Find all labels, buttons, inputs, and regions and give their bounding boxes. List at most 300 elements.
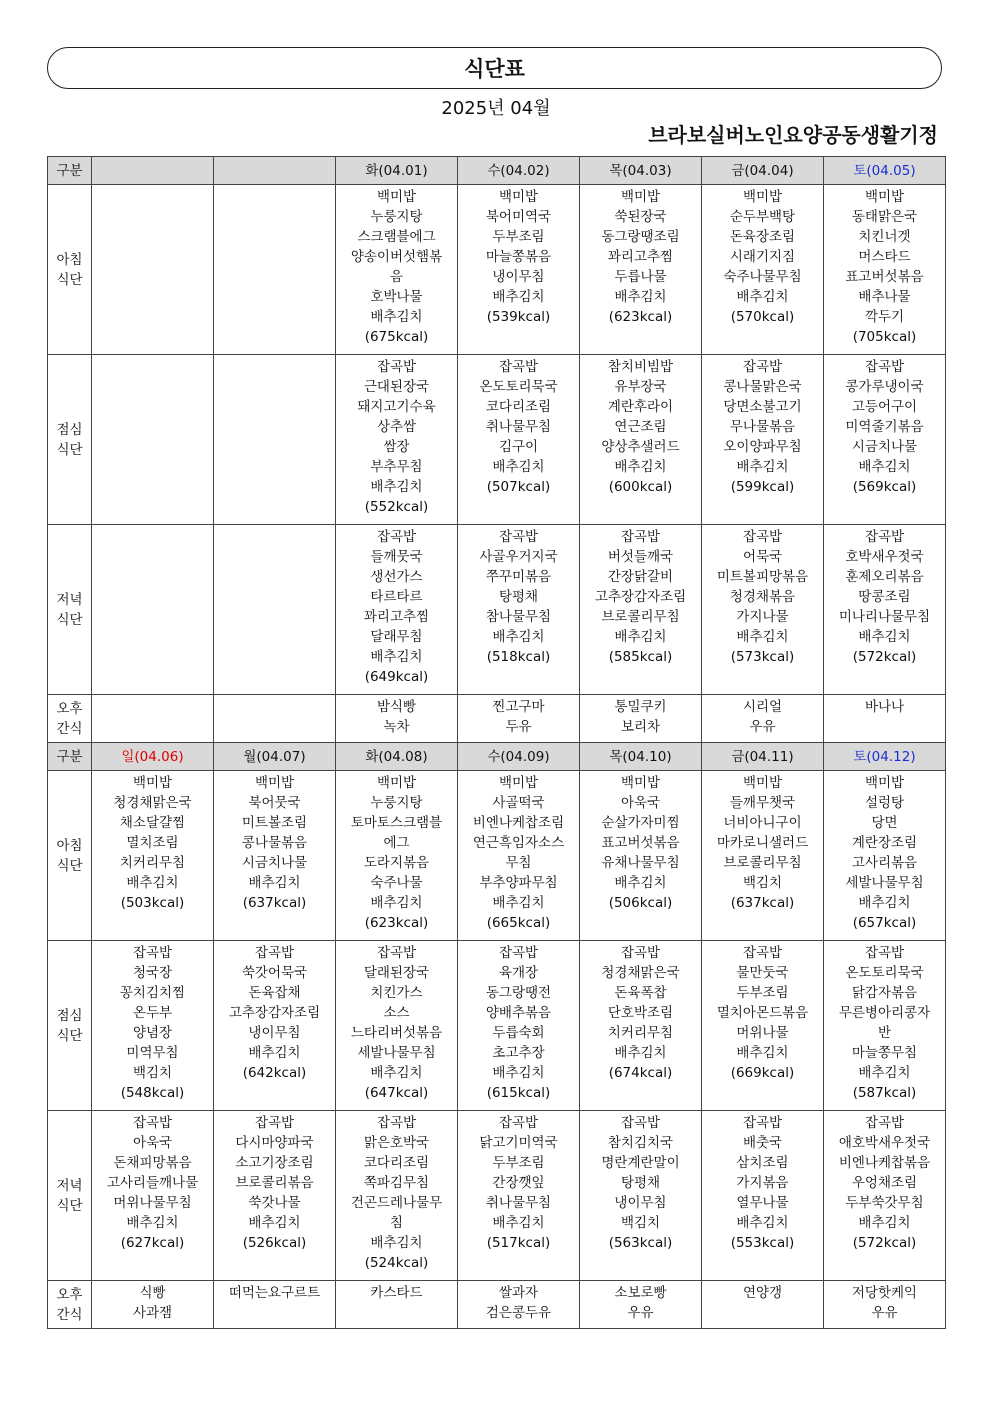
meal-type-label [48, 355, 92, 525]
menu-item: 배추김치 [858, 629, 911, 645]
menu-item: 마카로니샐러드 [716, 835, 809, 851]
menu-item: 가지볶음 [736, 1175, 789, 1191]
menu-item: 표고버섯볶음 [601, 835, 680, 851]
menu-item: 배추김치 [614, 459, 667, 475]
menu-item: 동그랑땡조림 [601, 229, 680, 245]
menu-item: 코다리조림 [485, 399, 552, 415]
menu-item: (657kcal) [852, 915, 917, 931]
menu-item: 탕평채 [498, 589, 539, 605]
menu-item: 미역줄기볶음 [845, 419, 924, 435]
menu-item: 쭈꾸미볶음 [485, 569, 552, 585]
header-label-cell: 구분 [48, 743, 92, 771]
menu-item: 양배추볶음 [485, 1005, 552, 1021]
menu-item: 육개장 [498, 965, 539, 981]
menu-item: 훈제오리볶음 [845, 569, 924, 585]
menu-item: 잡곡밥 [742, 945, 783, 961]
day-header-cell [214, 157, 336, 185]
menu-item: 두릅나물 [614, 269, 667, 285]
menu-item: 브로콜리볶음 [235, 1175, 314, 1191]
meal-type-line: 간식 [56, 720, 83, 737]
menu-item: 들깨무챗국 [729, 795, 796, 811]
menu-item: 타르타르 [370, 589, 423, 605]
menu-item: 비엔나케찹볶음 [838, 1155, 931, 1171]
menu-item: 백김치 [620, 1215, 661, 1231]
menu-item: 쪽파김무침 [363, 1175, 430, 1191]
menu-item: 버섯들깨국 [607, 549, 674, 565]
menu-item: 백미밥 [864, 189, 905, 205]
day-header-cell [458, 743, 580, 771]
menu-item: 배추김치 [736, 1045, 789, 1061]
menu-item: 배추김치 [492, 1215, 545, 1231]
menu-item: 배추김치 [858, 459, 911, 475]
menu-cell [458, 355, 580, 525]
menu-item: 고사리들깨나물 [106, 1175, 199, 1191]
day-header-cell [214, 743, 336, 771]
menu-item: 연근흑임자소스 [472, 835, 565, 851]
menu-cell [92, 1281, 214, 1329]
menu-item: (507kcal) [486, 479, 551, 495]
menu-item: 돈채피망볶음 [113, 1155, 192, 1171]
meal-type-label [48, 695, 92, 743]
menu-item: 시리얼 [742, 699, 783, 715]
menu-item: 잡곡밥 [498, 359, 539, 375]
menu-cell [702, 941, 824, 1111]
menu-cell [702, 1111, 824, 1281]
menu-item: 배추김치 [492, 459, 545, 475]
meal-row [48, 771, 946, 941]
menu-cell [824, 941, 946, 1111]
menu-item: 배추김치 [370, 309, 423, 325]
menu-item: 잡곡밥 [132, 945, 173, 961]
menu-item: 계란후라이 [607, 399, 674, 415]
day-label: 수(04.09) [487, 748, 550, 765]
menu-cell [702, 1281, 824, 1329]
menu-item: 온두부 [132, 1005, 173, 1021]
meal-type-line: 아침 [56, 837, 83, 854]
menu-item: (674kcal) [608, 1065, 673, 1081]
menu-item: 냉이무침 [492, 269, 545, 285]
day-label: 금(04.04) [731, 162, 794, 179]
menu-cell [92, 1111, 214, 1281]
menu-item: 잡곡밥 [620, 1115, 661, 1131]
menu-item: 소스 [383, 1005, 410, 1021]
menu-item: 잡곡밥 [498, 1115, 539, 1131]
menu-item: 아욱국 [620, 795, 661, 811]
menu-item: 꽁치김치찜 [119, 985, 186, 1001]
menu-title-box [47, 47, 942, 89]
menu-item: 미트볼피망볶음 [716, 569, 809, 585]
menu-item: 숙주나물 [370, 875, 423, 891]
menu-item: 잡곡밥 [376, 945, 417, 961]
menu-item: 부추무침 [370, 459, 423, 475]
menu-item: 누룽지탕 [370, 795, 423, 811]
menu-item: 취나물무침 [485, 1195, 552, 1211]
meal-type-line: 점심 [56, 1007, 83, 1024]
menu-item: (587kcal) [852, 1085, 917, 1101]
menu-item: 잡곡밥 [620, 945, 661, 961]
meal-type-line: 저녁 [56, 1177, 83, 1194]
menu-item: 참치김치국 [607, 1135, 674, 1151]
menu-item: 백미밥 [742, 775, 783, 791]
menu-item: 보리차 [620, 719, 661, 735]
menu-item: 고사리볶음 [851, 855, 918, 871]
menu-item: 배추나물 [858, 289, 911, 305]
menu-item: 쌈장 [383, 439, 410, 455]
menu-item: 유채나물무침 [601, 855, 680, 871]
menu-item: 가지나물 [736, 609, 789, 625]
menu-item: 우유 [627, 1305, 654, 1321]
day-label: 화(04.08) [365, 748, 428, 765]
menu-item: 배추김치 [126, 1215, 179, 1231]
meal-type-line: 식단 [56, 1027, 83, 1044]
menu-cell [824, 695, 946, 743]
menu-item: 백김치 [132, 1065, 173, 1081]
menu-item: 잡곡밥 [376, 529, 417, 545]
meal-type-line: 점심 [56, 421, 83, 438]
menu-item: 카스타드 [370, 1285, 423, 1301]
meal-type-label [48, 1281, 92, 1329]
week-header-row [48, 743, 946, 771]
menu-item: (572kcal) [852, 649, 917, 665]
menu-item: 잡곡밥 [620, 529, 661, 545]
menu-item: 침 [389, 1215, 404, 1231]
menu-cell [824, 1281, 946, 1329]
meal-type-line: 간식 [56, 1306, 83, 1323]
menu-item: 초고추장 [492, 1045, 545, 1061]
menu-item: 잡곡밥 [742, 359, 783, 375]
menu-item: 우유 [871, 1305, 898, 1321]
menu-item: 어묵국 [742, 549, 783, 565]
menu-cell [214, 525, 336, 695]
meal-type-line: 오후 [56, 700, 83, 717]
meal-type-line: 오후 [56, 1286, 83, 1303]
menu-item: 꽈리고추찜 [363, 609, 430, 625]
menu-item: 두부조림 [492, 1155, 545, 1171]
menu-item: (572kcal) [852, 1235, 917, 1251]
menu-item: 배추김치 [370, 1065, 423, 1081]
meal-row [48, 1281, 946, 1329]
menu-item: (552kcal) [364, 499, 429, 515]
menu-item: 생선가스 [370, 569, 423, 585]
menu-item: (548kcal) [120, 1085, 185, 1101]
page-title: 식단표 [464, 57, 525, 81]
day-header-cell [824, 743, 946, 771]
menu-cell [458, 941, 580, 1111]
menu-cell [92, 355, 214, 525]
menu-item: 도라지볶음 [363, 855, 430, 871]
menu-item: 소보로빵 [614, 1285, 667, 1301]
meal-type-line: 식단 [56, 857, 83, 874]
menu-item: 호박새우젓국 [845, 549, 924, 565]
menu-item: 꽈리고추찜 [607, 249, 674, 265]
meal-type-line: 식단 [56, 441, 83, 458]
menu-cell [458, 1281, 580, 1329]
menu-item: 숙주나물무침 [723, 269, 802, 285]
day-header-cell [824, 157, 946, 185]
menu-item: 돼지고기수육 [357, 399, 436, 415]
meal-menu-table [47, 156, 946, 1329]
menu-item: (637kcal) [242, 895, 307, 911]
menu-item: 배추김치 [126, 875, 179, 891]
menu-cell [702, 771, 824, 941]
day-label: 토(04.05) [853, 162, 916, 179]
menu-item: 머위나물 [736, 1025, 789, 1041]
menu-item: 잡곡밥 [132, 1115, 173, 1131]
menu-cell [92, 525, 214, 695]
menu-item: 잡곡밥 [254, 1115, 295, 1131]
meal-type-line: 아침 [56, 251, 83, 268]
menu-item: 배추김치 [492, 629, 545, 645]
menu-item: 배추김치 [492, 895, 545, 911]
menu-cell [336, 1111, 458, 1281]
menu-item: 머스타드 [858, 249, 911, 265]
menu-cell [458, 525, 580, 695]
menu-item: 설렁탕 [864, 795, 905, 811]
menu-item: 백미밥 [376, 189, 417, 205]
menu-item: 쑥갓어묵국 [241, 965, 308, 981]
meal-row [48, 695, 946, 743]
menu-item: 닭감자볶음 [851, 985, 918, 1001]
menu-cell [580, 1111, 702, 1281]
day-label: 금(04.11) [731, 748, 794, 765]
menu-cell [458, 695, 580, 743]
menu-item: 쑥된장국 [614, 209, 667, 225]
menu-item: 세발나물무침 [845, 875, 924, 891]
day-header-cell [702, 157, 824, 185]
menu-item: (524kcal) [364, 1255, 429, 1271]
menu-item: 음 [389, 269, 404, 285]
menu-item: 간장깻잎 [492, 1175, 545, 1191]
menu-cell [580, 771, 702, 941]
menu-item: 배추김치 [248, 875, 301, 891]
menu-item: 무른병아리콩자 [838, 1005, 931, 1021]
menu-item: 잡곡밥 [742, 1115, 783, 1131]
meal-row [48, 1111, 946, 1281]
menu-cell [702, 525, 824, 695]
menu-item: 북어미역국 [485, 209, 552, 225]
menu-item: 시래기지짐 [729, 249, 796, 265]
menu-item: 사골떡국 [492, 795, 545, 811]
menu-cell [336, 941, 458, 1111]
menu-cell [92, 695, 214, 743]
menu-cell [336, 185, 458, 355]
menu-cell [824, 355, 946, 525]
day-label: 화(04.01) [365, 162, 428, 179]
menu-item: (573kcal) [730, 649, 795, 665]
day-header-cell [702, 743, 824, 771]
day-header-cell [336, 743, 458, 771]
menu-item: 삼치조림 [736, 1155, 789, 1171]
menu-item: 우엉채조림 [851, 1175, 918, 1191]
meal-type-line: 식단 [56, 611, 83, 628]
meal-type-label [48, 185, 92, 355]
menu-item: 잡곡밥 [864, 529, 905, 545]
menu-item: (600kcal) [608, 479, 673, 495]
menu-cell [458, 1111, 580, 1281]
menu-item: 무침 [505, 855, 532, 871]
meal-type-line: 저녁 [56, 591, 83, 608]
menu-item: 배추김치 [614, 875, 667, 891]
menu-item: (517kcal) [486, 1235, 551, 1251]
menu-item: 우유 [749, 719, 776, 735]
menu-item: 유부장국 [614, 379, 667, 395]
menu-item: (506kcal) [608, 895, 673, 911]
meal-row [48, 355, 946, 525]
menu-cell [702, 355, 824, 525]
menu-cell [702, 185, 824, 355]
menu-item: 콩가루냉이국 [845, 379, 924, 395]
menu-item: 배추김치 [370, 1235, 423, 1251]
menu-cell [580, 695, 702, 743]
menu-item: 소고기장조림 [235, 1155, 314, 1171]
menu-item: 검은콩두유 [485, 1305, 552, 1321]
menu-item: (649kcal) [364, 669, 429, 685]
menu-item: 부추양파무침 [479, 875, 558, 891]
day-header-cell [336, 157, 458, 185]
menu-item: (637kcal) [730, 895, 795, 911]
menu-item: (627kcal) [120, 1235, 185, 1251]
menu-item: 쑥갓나물 [248, 1195, 301, 1211]
menu-item: 온도토리묵국 [845, 965, 924, 981]
menu-cell [824, 185, 946, 355]
menu-item: 배춧국 [742, 1135, 783, 1151]
day-label: 월(04.07) [243, 748, 306, 765]
menu-item: 치킨너겟 [858, 229, 911, 245]
menu-item: 당면 [871, 815, 898, 831]
menu-item: 콩나물볶음 [241, 835, 308, 851]
menu-item: 동태맑은국 [851, 209, 918, 225]
menu-item: 배추김치 [370, 479, 423, 495]
facility-name: 브라보실버노인요양공동생활기정 [648, 123, 938, 147]
menu-item: (563kcal) [608, 1235, 673, 1251]
menu-item: 잡곡밥 [498, 945, 539, 961]
menu-item: (570kcal) [730, 309, 795, 325]
menu-item: 물만둣국 [736, 965, 789, 981]
menu-cell [214, 695, 336, 743]
menu-item: 달래된장국 [363, 965, 430, 981]
menu-item: (642kcal) [242, 1065, 307, 1081]
menu-item: 배추김치 [858, 1065, 911, 1081]
menu-item: 연근조림 [614, 419, 667, 435]
menu-cell [580, 941, 702, 1111]
menu-item: 사골우거지국 [479, 549, 558, 565]
menu-cell [824, 771, 946, 941]
menu-item: 마늘쫑무침 [851, 1045, 918, 1061]
menu-item: 시금치나물 [851, 439, 918, 455]
menu-cell [580, 355, 702, 525]
menu-item: 아욱국 [132, 1135, 173, 1151]
menu-item: (569kcal) [852, 479, 917, 495]
menu-item: 멸치조림 [126, 835, 179, 851]
menu-item: 백미밥 [254, 775, 295, 791]
menu-item: 간장닭갈비 [607, 569, 674, 585]
menu-cell [580, 1281, 702, 1329]
meal-type-label [48, 525, 92, 695]
menu-item: 브로콜리무침 [601, 609, 680, 625]
menu-item: 배추김치 [736, 289, 789, 305]
menu-item: 호박나물 [370, 289, 423, 305]
menu-item: 잡곡밥 [376, 1115, 417, 1131]
header-label-cell: 구분 [48, 157, 92, 185]
menu-item: 냉이무침 [614, 1195, 667, 1211]
menu-item: 식빵 [139, 1285, 166, 1301]
menu-cell [336, 771, 458, 941]
menu-item: 배추김치 [736, 629, 789, 645]
menu-item: 배추김치 [492, 289, 545, 305]
menu-item: 두유 [505, 719, 532, 735]
menu-item: (518kcal) [486, 649, 551, 665]
menu-item: 김구이 [498, 439, 539, 455]
menu-item: 잡곡밥 [376, 359, 417, 375]
day-label: 수(04.02) [487, 162, 550, 179]
menu-item: 녹차 [383, 719, 410, 735]
menu-cell [92, 185, 214, 355]
menu-item: 고추장감자조림 [594, 589, 687, 605]
day-header-cell [92, 743, 214, 771]
meal-row [48, 185, 946, 355]
menu-item: 두부쑥갓무침 [845, 1195, 924, 1211]
menu-item: 돈육폭찹 [614, 985, 667, 1001]
menu-item: 백김치 [742, 875, 783, 891]
day-header-cell [580, 157, 702, 185]
day-label: 토(04.12) [853, 748, 916, 765]
menu-item: 고추장감자조림 [228, 1005, 321, 1021]
menu-item: 느타리버섯볶음 [350, 1025, 443, 1041]
meal-type-label [48, 941, 92, 1111]
menu-item: 고등어구이 [851, 399, 918, 415]
menu-item: 배추김치 [370, 895, 423, 911]
menu-item: 마늘쫑볶음 [485, 249, 552, 265]
day-label: 목(04.10) [609, 748, 672, 765]
menu-item: 근대된장국 [363, 379, 430, 395]
menu-item: (585kcal) [608, 649, 673, 665]
menu-item: 백미밥 [498, 189, 539, 205]
menu-item: 잡곡밥 [498, 529, 539, 545]
meal-type-line: 식단 [56, 1197, 83, 1214]
menu-item: (623kcal) [364, 915, 429, 931]
menu-item: 무나물볶음 [729, 419, 796, 435]
menu-item: 배추김치 [370, 649, 423, 665]
menu-cell [214, 355, 336, 525]
menu-item: 동그랑땡전 [485, 985, 552, 1001]
meal-row [48, 525, 946, 695]
menu-item: 밤식빵 [376, 699, 417, 715]
menu-item: 명란계란말이 [601, 1155, 680, 1171]
meal-row [48, 941, 946, 1111]
menu-item: 토마토스크램블 [350, 815, 443, 831]
menu-item: 배추김치 [248, 1045, 301, 1061]
day-header-cell [458, 157, 580, 185]
menu-item: 애호박새우젓국 [838, 1135, 931, 1151]
menu-item: 참치비빔밥 [607, 359, 674, 375]
meal-type-label [48, 1111, 92, 1281]
week-header-row [48, 157, 946, 185]
menu-item: 연양갱 [742, 1285, 783, 1301]
menu-item: 온도토리묵국 [479, 379, 558, 395]
menu-item: 표고버섯볶음 [845, 269, 924, 285]
menu-item: 참나물무침 [485, 609, 552, 625]
menu-item: (539kcal) [486, 309, 551, 325]
menu-item: 계란장조림 [851, 835, 918, 851]
menu-item: (669kcal) [730, 1065, 795, 1081]
menu-item: 배추김치 [858, 1215, 911, 1231]
menu-item: 떠먹는요구르트 [228, 1285, 321, 1301]
menu-item: 냉이무침 [248, 1025, 301, 1041]
month-label: 2025년 04월 [441, 98, 551, 119]
menu-item: 탕평채 [620, 1175, 661, 1191]
menu-item: (526kcal) [242, 1235, 307, 1251]
menu-cell [336, 1281, 458, 1329]
